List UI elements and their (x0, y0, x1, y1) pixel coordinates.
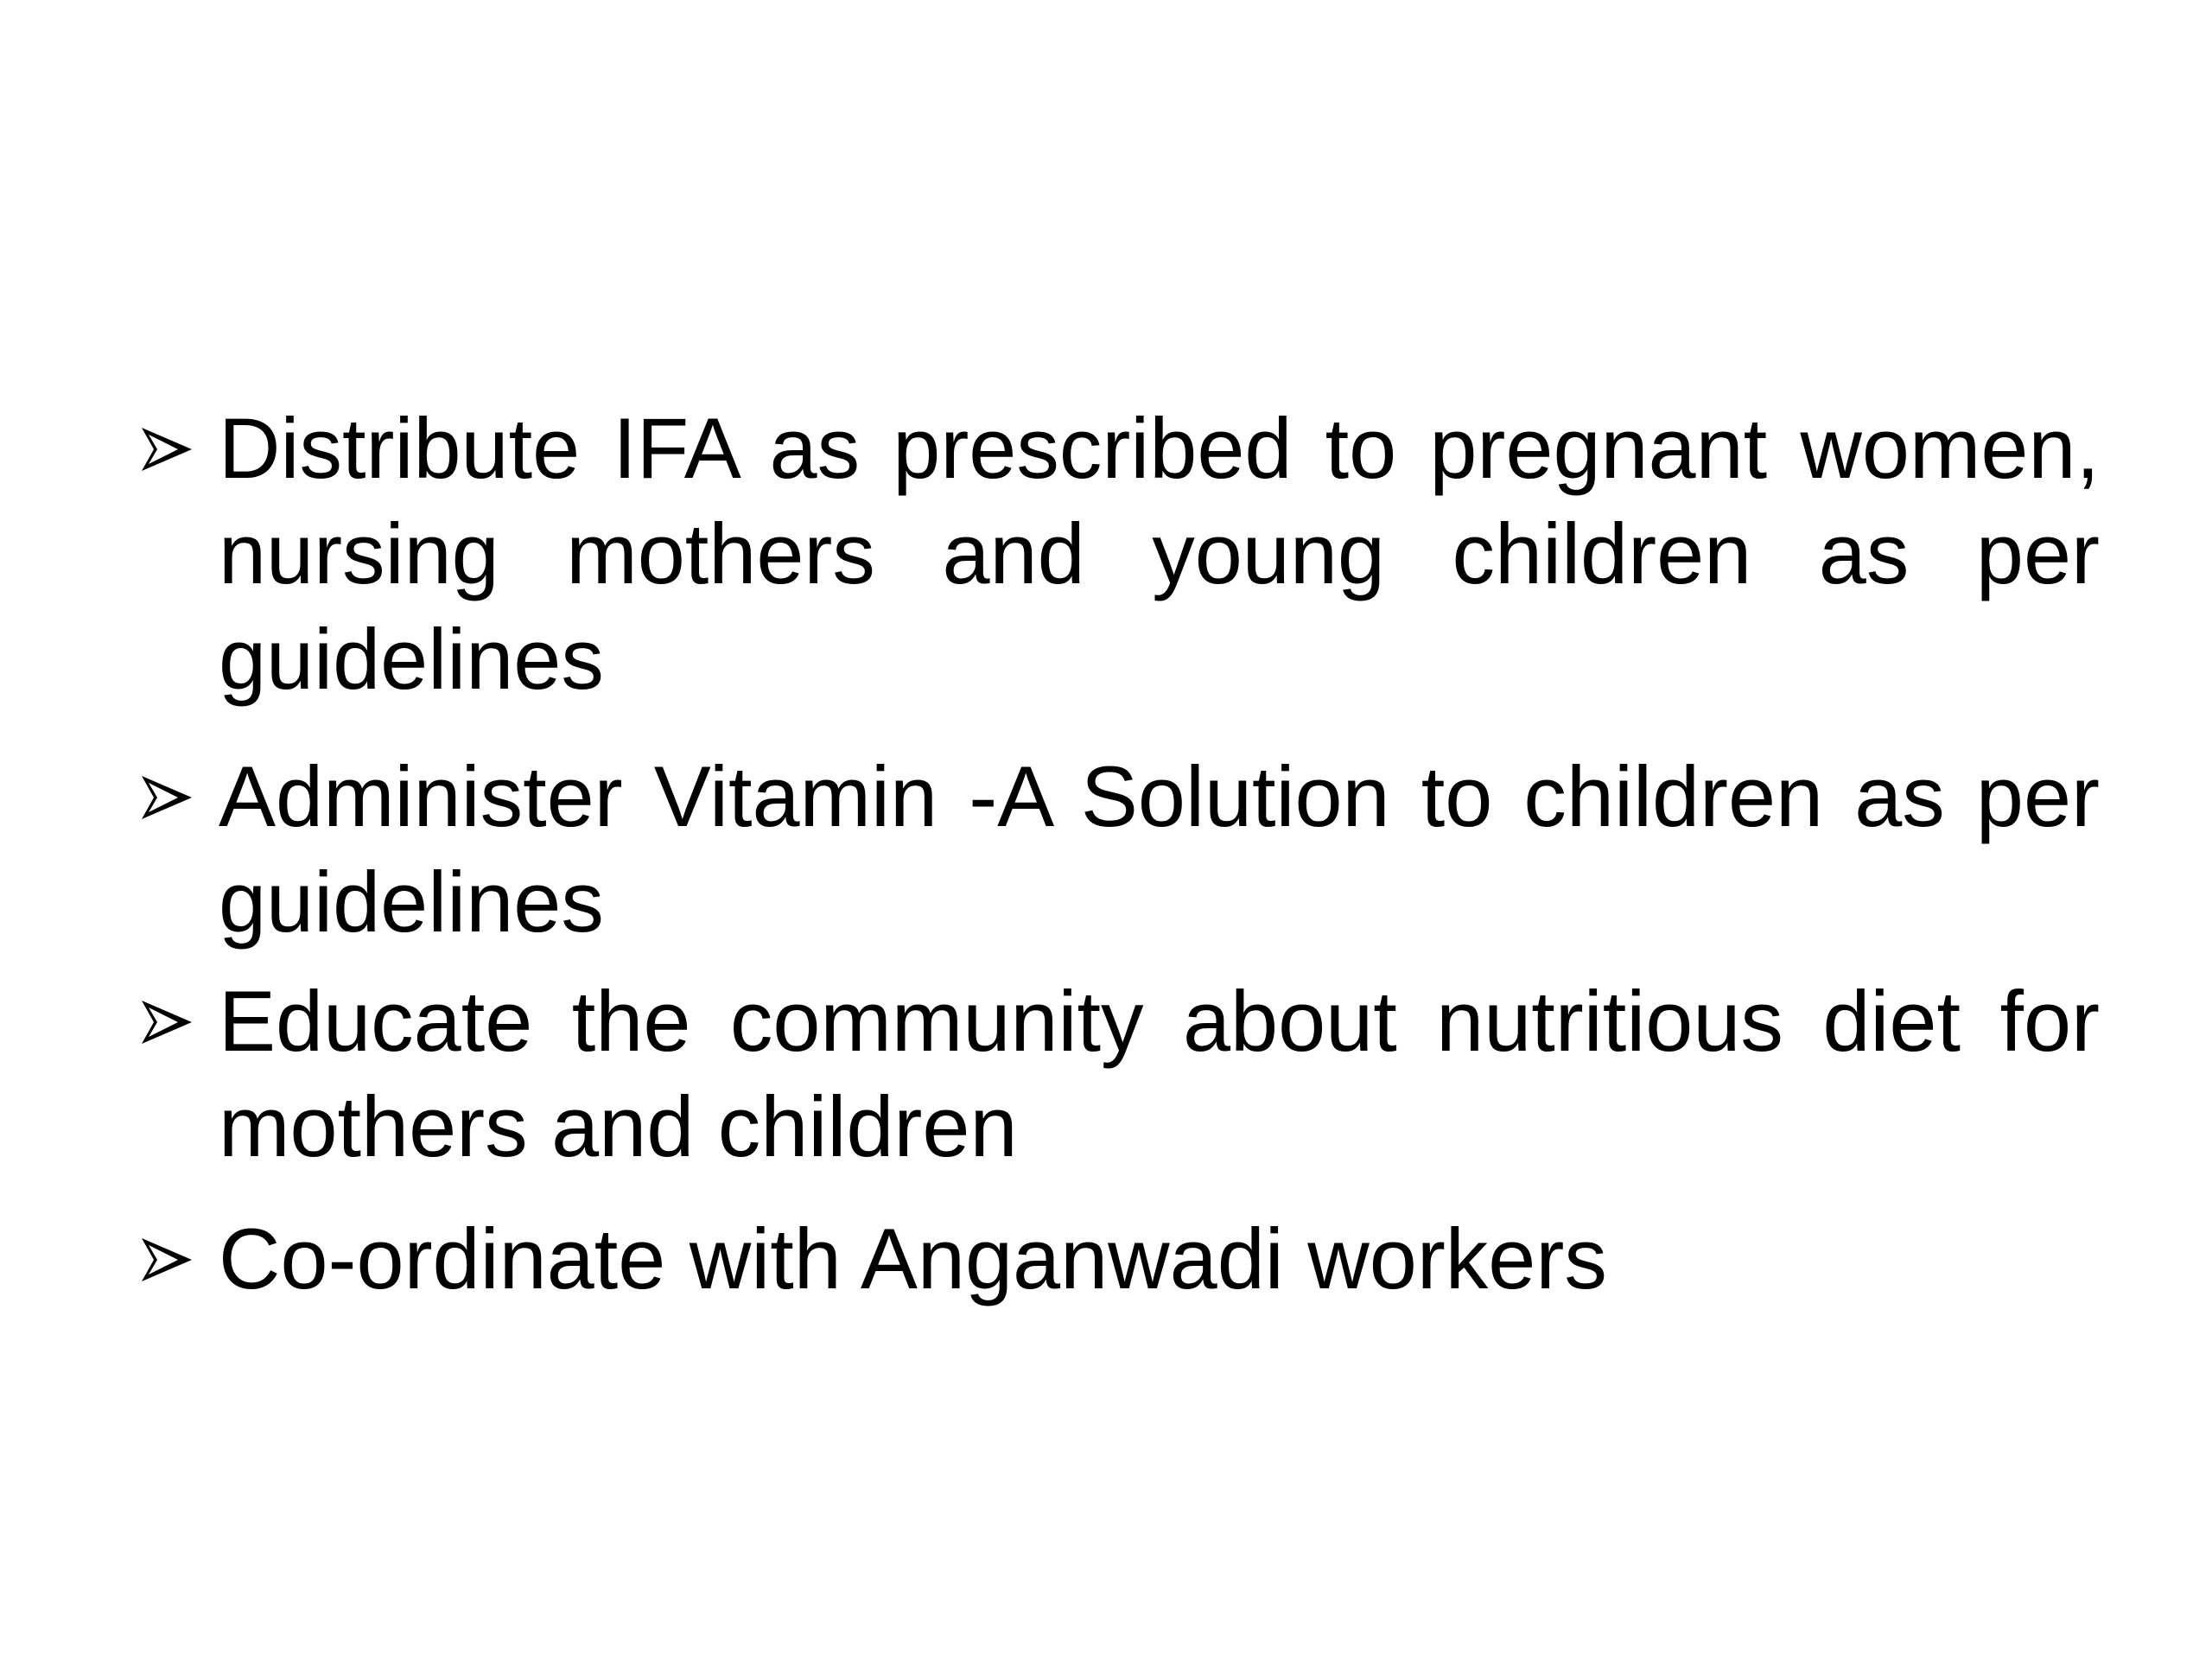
bullet-item-coordinate-anganwadi (140, 1206, 2100, 1312)
bullet-item-vitamin-a (140, 744, 2100, 955)
bullet-item-educate-community (140, 969, 2100, 1179)
bullet-text: Distribute IFA as prescribed to pregnant women, nursing mothers and young children as per guidelines (219, 400, 2100, 707)
arrowhead-bullet-icon (140, 423, 194, 476)
arrowhead-bullet-icon (140, 1233, 194, 1287)
bullet-text: Administer Vitamin -A Solution to children as per guidelines (219, 748, 2100, 950)
arrowhead-bullet-icon (140, 995, 194, 1049)
bullet-text: Educate the community about nutritious diet for mothers and children (219, 973, 2100, 1174)
bullet-list (140, 396, 2100, 1312)
bullet-text: Co-ordinate with Anganwadi workers (219, 1211, 1607, 1306)
arrowhead-bullet-icon (140, 771, 194, 824)
bullet-item-distribute-ifa (140, 396, 2100, 712)
